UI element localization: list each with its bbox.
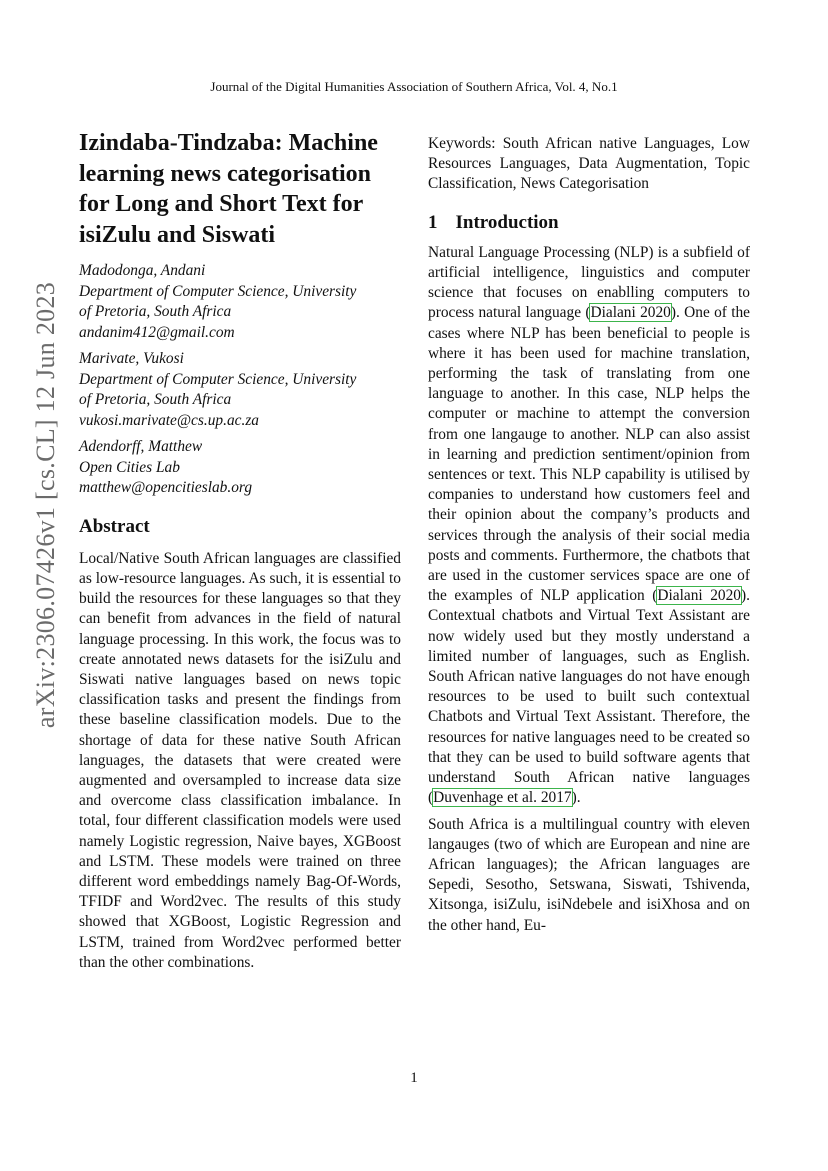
intro-text: Natural Language Processing (NLP) is a subfield of artificial intelligence, linguistics and computer science that focuses on enablling computers to process natural language ( xyxy=(428,243,750,322)
citation-link[interactable]: Dialani 2020 xyxy=(657,587,741,605)
author-name: Madodonga, Andani xyxy=(79,262,206,279)
right-column xyxy=(428,134,750,942)
running-header: Journal of the Digital Humanities Association of Southern Africa, Vol. 4, No.1 xyxy=(210,79,618,94)
intro-text: ). xyxy=(571,789,581,807)
paper-title: Izindaba-Tindzaba: Machine learning news categorisation for Long and Short Text for isiZulu and Siswati xyxy=(79,130,378,248)
intro-paragraph-2: South Africa is a multilingual country with eleven langauges (two of which are European and nine are African languages); the African languages are Sepedi, Sesotho, Setswana, Siswati, Tshivenda, Xitsonga, isiZulu, isiNdebele and isiXhosa and on the other hand, Eu- xyxy=(428,815,750,934)
left-column xyxy=(79,128,401,979)
section-title: Introduction xyxy=(455,211,559,233)
author-block-2 xyxy=(79,349,401,431)
intro-text: ). One of the cases where NLP has been beneficial to people is where it has been used for machine translation, performing the task of translating from one language to another. In this case, NLP helps the computer or machine to attempt the conversion from one langauge to another. NLP can also assist in learning and prediction sentiment/opinion from sentences or text. This NLP capability is utilised by companies to understand how customers feel and their opinion about the company’s products and services through the analysis of their social media posts and comments. Furthermore, the chatbots that are used in the customer services space are one of the examples of NLP application ( xyxy=(428,304,750,605)
arxiv-stamp-text: arXiv:2306.07426v1 [cs.CL] 12 Jun 2023 xyxy=(31,281,60,729)
author-affiliation: Department of Computer Science, University xyxy=(79,370,357,388)
author-name: Marivate, Vukosi xyxy=(79,350,184,367)
keywords-block xyxy=(428,134,750,195)
author-block-1 xyxy=(79,261,401,343)
keywords: Keywords: South African native Languages, Low Resources Languages, Data Augmentation, Topic Classification, News Categorisation xyxy=(428,135,750,193)
author-email: andanim412@gmail.com xyxy=(79,323,235,341)
author-email: matthew@opencitieslab.org xyxy=(79,479,253,496)
author-affiliation: of Pretoria, South Africa xyxy=(79,303,232,320)
author-name: Adendorff, Matthew xyxy=(79,438,203,455)
section-number: 1 xyxy=(428,211,438,233)
author-block-3 xyxy=(79,437,401,499)
abstract-text xyxy=(79,549,401,973)
abstract-heading: Abstract xyxy=(79,515,150,537)
page-number: 1 xyxy=(410,1070,418,1086)
citation-link[interactable]: Dialani 2020 xyxy=(590,304,671,322)
author-affiliation: Department of Computer Science, University xyxy=(79,282,357,300)
section-heading xyxy=(428,213,750,233)
author-affiliation: of Pretoria, South Africa xyxy=(79,391,232,408)
citation-link[interactable]: Duvenhage et al. 2017 xyxy=(433,789,572,807)
arxiv-stamp xyxy=(20,160,72,850)
author-affiliation: Open Cities Lab xyxy=(79,458,180,476)
intro-paragraph-1 xyxy=(428,243,750,809)
introduction-body xyxy=(428,243,750,936)
intro-text: ). Contextual chatbots and Virtual Text Assistant are now widely used but they mostly understand a limited number of languages, such as English. South African native languages do not have enough resources to be used to built such contextual Chatbots and Virtual Text Assistant. Therefore, the resources for native languages need to be created so that they can be used to build software agents that understand South African native languages ( xyxy=(428,587,750,807)
author-email: vukosi.marivate@cs.up.ac.za xyxy=(79,411,259,429)
abstract-paragraph: Local/Native South African languages are classified as low-resource languages. As such, it is essential to build the resources for these languages so that they can benefit from advances in the field of natural language processing. In this work, the focus was to create annotated news datasets for the isiZulu and Siswati native languages based on news topic classification tasks and present the findings from these baseline classification models. Due to the shortage of data for these native South African languages, the datasets that were created were augmented and oversampled to increase data size and overcome class classification imbalance. In total, four different classification models were used namely Logistic regression, Naive bayes, XGBoost and LSTM. These models were trained on three different word embeddings namely Bag-Of-Words, TFIDF and Word2vec. The results of this study showed that XGBoost, Logistic Regression and LSTM, trained from Word2vec performed better than the other combinations. xyxy=(79,549,401,971)
